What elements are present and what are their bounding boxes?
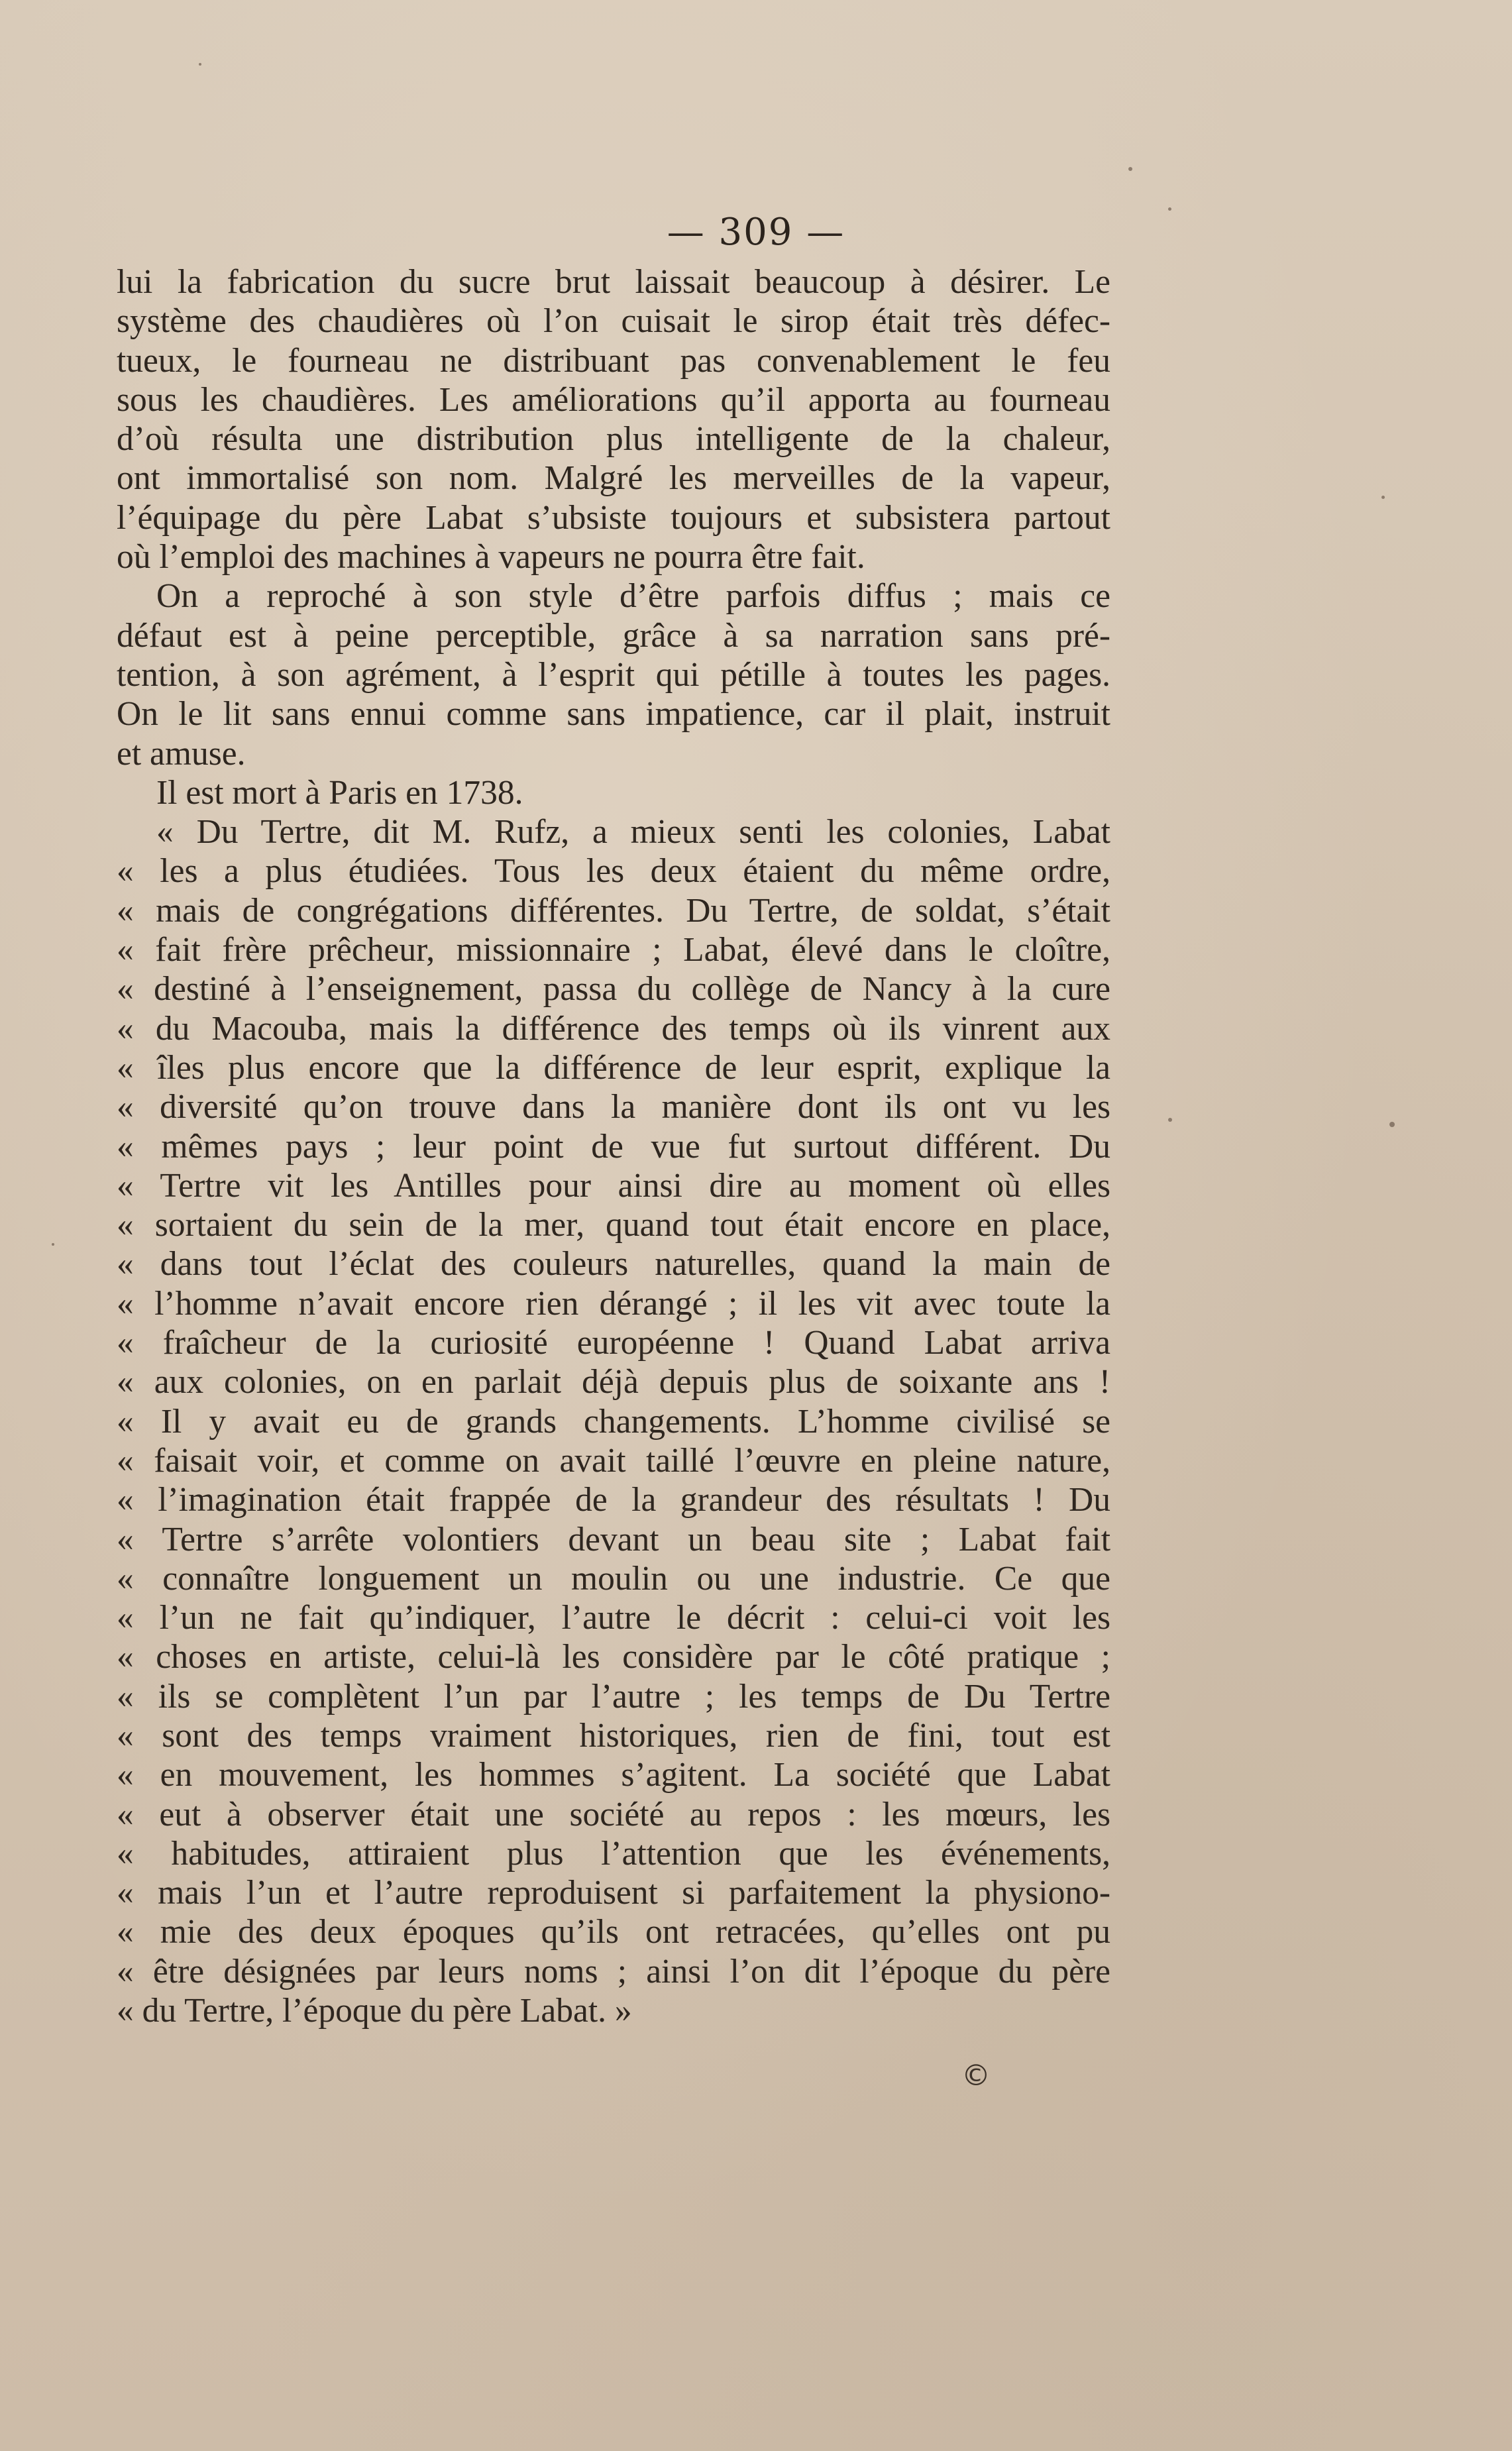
text-line: « faisait voir, et comme on avait taillé l’œuvre en pleine nature, xyxy=(117,1441,1110,1480)
text-line: « être désignées par leurs noms ; ainsi l’on dit l’époque du père xyxy=(117,1952,1110,1990)
text-line: « eut à observer était une société au repos : les mœurs, les xyxy=(117,1795,1110,1833)
text-line: tention, à son agrément, à l’esprit qui pétille à toutes les pages. xyxy=(117,655,1110,694)
text-line: « ils se complètent l’un par l’autre ; les temps de Du Tertre xyxy=(117,1677,1110,1716)
paper-speck xyxy=(1128,167,1132,171)
text-line: « aux colonies, on en parlait déjà depuis plus de soixante ans ! xyxy=(117,1363,1110,1401)
text-line: « l’imagination était frappée de la grandeur des résultats ! Du xyxy=(117,1481,1110,1519)
text-line: « mais de congrégations différentes. Du Tertre, de soldat, s’était xyxy=(117,891,1110,930)
text-line: « fait frère prêcheur, missionnaire ; Labat, élevé dans le cloître, xyxy=(117,931,1110,969)
text-line: « habitudes, attiraient plus l’attention que les événements, xyxy=(117,1834,1110,1873)
text-line: où l’emploi des machines à vapeurs ne pourra être fait. xyxy=(117,538,865,576)
paper-speck xyxy=(1389,1122,1395,1127)
text-line: « Tertre vit les Antilles pour ainsi dire au moment où elles xyxy=(117,1166,1110,1205)
text-line: « sont des temps vraiment historiques, rien de fini, tout est xyxy=(117,1716,1110,1755)
text-line: On le lit sans ennui comme sans impatience, car il plait, instruit xyxy=(117,695,1110,734)
text-line: « du Macouba, mais la différence des temps où ils vinrent aux xyxy=(117,1009,1110,1048)
text-line: d’où résulta une distribution plus intelligente de la chaleur, xyxy=(117,420,1110,459)
paper-speck xyxy=(1168,1118,1172,1122)
text-line: et amuse. xyxy=(117,734,246,773)
library-stamp-icon: © xyxy=(961,2059,991,2093)
text-line: « Tertre s’arrête volontiers devant un beau site ; Labat fait xyxy=(117,1520,1110,1558)
text-line: « les a plus étudiées. Tous les deux étaient du même ordre, xyxy=(117,852,1110,891)
text-line: défaut est à peine perceptible, grâce à sa narration sans pré- xyxy=(117,616,1110,655)
text-line: ont immortalisé son nom. Malgré les merveilles de la vapeur, xyxy=(117,459,1110,498)
paper-speck xyxy=(1381,496,1385,499)
text-line: « diversité qu’on trouve dans la manière dont ils ont vu les xyxy=(117,1088,1110,1126)
paper-speck xyxy=(52,1243,54,1246)
text-line: « du Tertre, l’époque du père Labat. » xyxy=(117,1992,632,2030)
text-line: « mais l’un et l’autre reproduisent si parfaitement la physiono- xyxy=(117,1874,1110,1912)
text-line: « en mouvement, les hommes s’agitent. La société que Labat xyxy=(117,1756,1110,1794)
text-line: « mêmes pays ; leur point de vue fut surtout différent. Du xyxy=(117,1127,1110,1166)
paper-speck xyxy=(199,63,201,66)
text-line: tueux, le fourneau ne distribuant pas convenablement le feu xyxy=(117,341,1110,380)
text-line: « l’homme n’avait encore rien dérangé ; il les vit avec toute la xyxy=(117,1284,1110,1323)
body-text xyxy=(117,262,1110,2030)
text-line: « fraîcheur de la curiosité européenne ! Quand Labat arriva xyxy=(117,1324,1110,1362)
text-line: système des chaudières où l’on cuisait le sirop était très défec- xyxy=(117,302,1110,341)
text-line: « îles plus encore que la différence de leur esprit, explique la xyxy=(117,1048,1110,1087)
text-line: lui la fabrication du sucre brut laissait beaucoup à désirer. Le xyxy=(117,263,1110,301)
text-line: « Il y avait eu de grands changements. L’homme civilisé se xyxy=(117,1402,1110,1441)
page-number: — 309 — xyxy=(667,211,845,254)
text-line: « destiné à l’enseignement, passa du collège de Nancy à la cure xyxy=(117,970,1110,1008)
text-line: « sortaient du sein de la mer, quand tout était encore en place, xyxy=(117,1206,1110,1244)
text-line: sous les chaudières. Les améliorations qu’il apporta au fourneau xyxy=(117,380,1110,419)
text-line: Il est mort à Paris en 1738. xyxy=(156,773,523,812)
text-line: « l’un ne fait qu’indiquer, l’autre le décrit : celui-ci voit les xyxy=(117,1599,1110,1637)
text-line: « choses en artiste, celui-là les considère par le côté pratique ; xyxy=(117,1638,1110,1676)
text-line: « dans tout l’éclat des couleurs naturelles, quand la main de xyxy=(117,1245,1110,1283)
text-line: l’équipage du père Labat s’ubsiste toujours et subsistera partout xyxy=(117,498,1110,537)
paper-speck xyxy=(1168,207,1171,211)
text-line: « connaître longuement un moulin ou une industrie. Ce que xyxy=(117,1559,1110,1598)
text-line: « mie des deux époques qu’ils ont retracées, qu’elles ont pu xyxy=(117,1913,1110,1951)
text-line: « Du Tertre, dit M. Rufz, a mieux senti les colonies, Labat xyxy=(156,813,1110,851)
text-line: On a reproché à son style d’être parfois diffus ; mais ce xyxy=(156,577,1110,616)
